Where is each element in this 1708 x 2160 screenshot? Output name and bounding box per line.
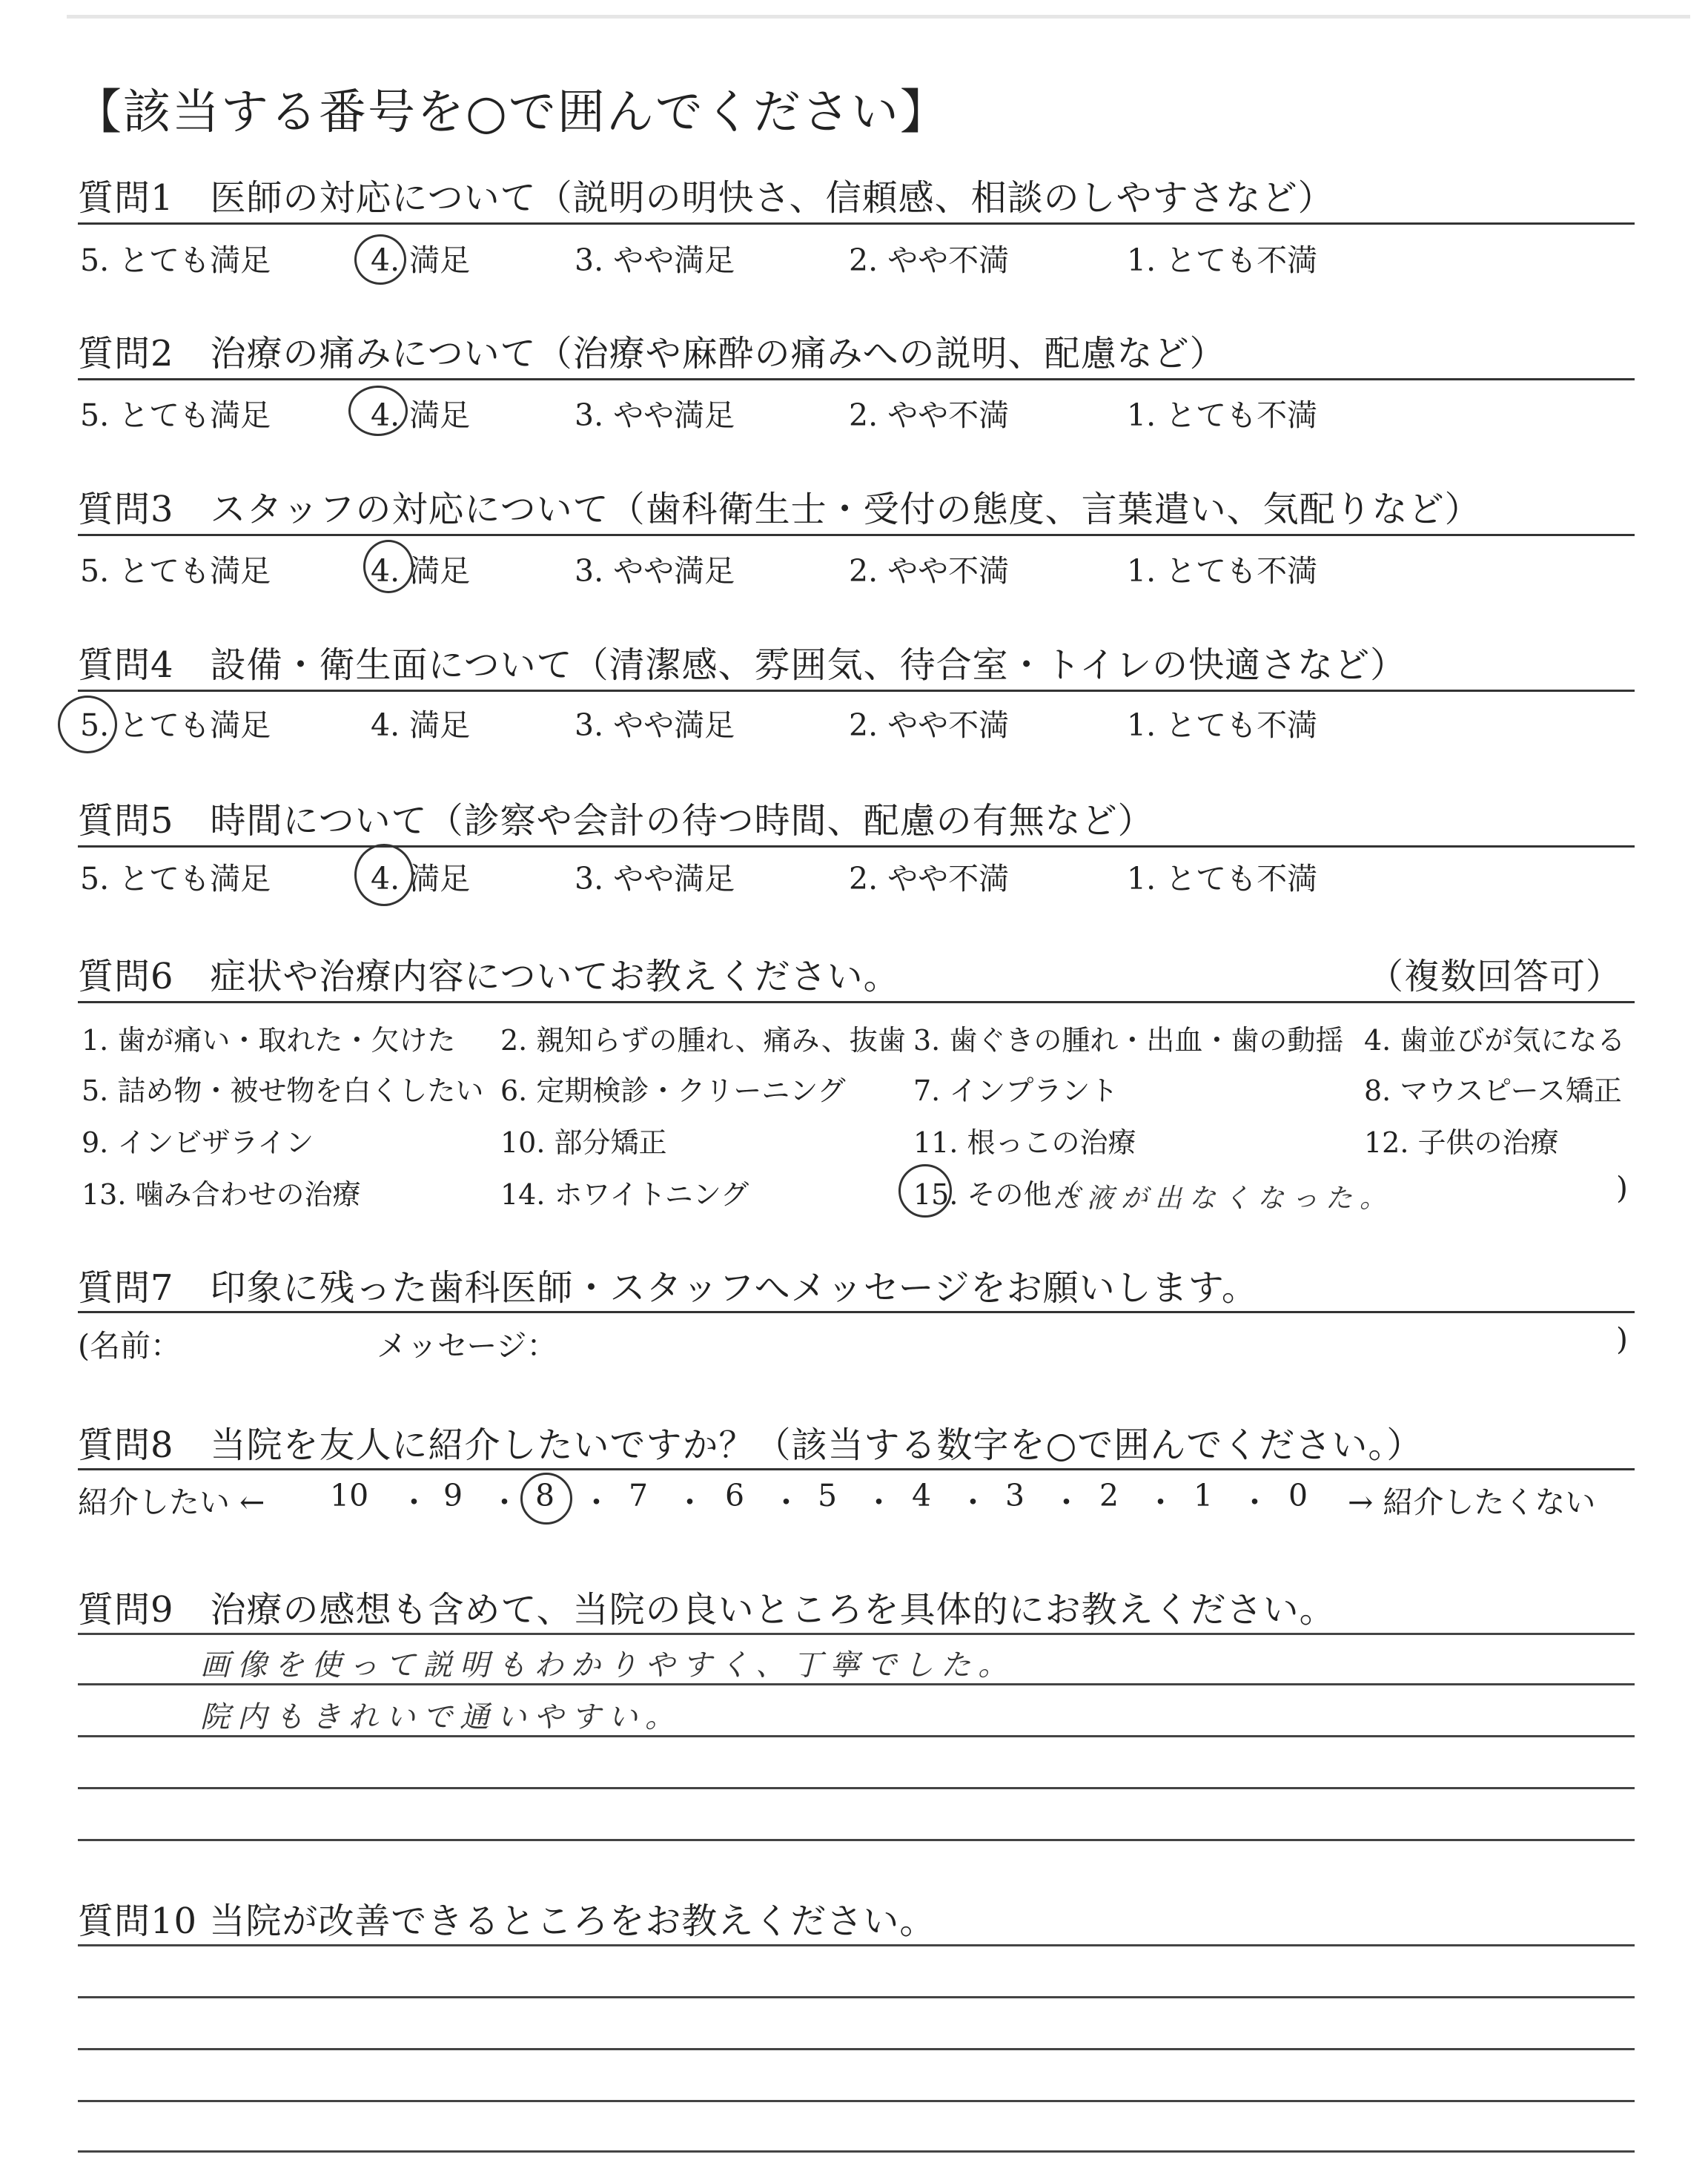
q8-scale-6[interactable]: 6 bbox=[725, 1478, 745, 1513]
q3-heading: 質問3 スタッフの対応について（歯科衛生士・受付の態度、言葉遣い、気配りなど） bbox=[78, 489, 1481, 530]
q8-right-label: → 紹介したくない bbox=[1348, 1484, 1596, 1520]
q3-option-5[interactable]: 5. とても満足 bbox=[80, 553, 271, 589]
q6-other-close-paren: ) bbox=[1616, 1170, 1628, 1206]
q1-rule bbox=[78, 222, 1635, 225]
scan-edge bbox=[67, 15, 1690, 19]
q10-line-2 bbox=[78, 1996, 1635, 1998]
q6-item-12[interactable]: 12. 子供の治療 bbox=[1364, 1126, 1559, 1159]
q7-close-paren: ) bbox=[1616, 1321, 1628, 1357]
q6-item-8[interactable]: 8. マウスピース矯正 bbox=[1364, 1074, 1622, 1107]
q3-option-3[interactable]: 3. やや満足 bbox=[575, 553, 735, 589]
q6-item-3[interactable]: 3. 歯ぐきの腫れ・出血・歯の動揺 bbox=[913, 1024, 1344, 1057]
q6-item-14[interactable]: 14. ホワイトニング bbox=[500, 1178, 749, 1211]
q1-heading: 質問1 医師の対応について（説明の明快さ、信頼感、相談のしやすさなど） bbox=[78, 177, 1334, 219]
q6-item-13[interactable]: 13. 噛み合わせの治療 bbox=[82, 1178, 361, 1211]
q8-left-label: 紹介したい ← bbox=[78, 1484, 265, 1520]
q3-option-1[interactable]: 1. とても不満 bbox=[1127, 553, 1318, 589]
q8-sep: ・ bbox=[1051, 1484, 1082, 1520]
q2-heading: 質問2 治療の痛みについて（治療や麻酔の痛みへの説明、配慮など） bbox=[78, 333, 1226, 374]
q6-item-15[interactable]: 15. その他（ bbox=[913, 1178, 1080, 1211]
q4-option-2[interactable]: 2. やや不満 bbox=[849, 707, 1010, 743]
q5-option-1[interactable]: 1. とても不満 bbox=[1127, 861, 1318, 896]
q8-scale-7[interactable]: 7 bbox=[629, 1478, 649, 1513]
q6-selection-circle bbox=[898, 1164, 952, 1218]
q6-other-handwriting: だ液が出なくなった。 bbox=[1053, 1183, 1394, 1214]
q10-line-4 bbox=[78, 2100, 1635, 2102]
q8-scale-10[interactable]: 10 bbox=[330, 1478, 369, 1513]
q5-heading: 質問5 時間について（診察や会計の待つ時間、配慮の有無など） bbox=[78, 800, 1154, 842]
q2-option-4[interactable]: 4. 満足 bbox=[371, 397, 471, 433]
q3-rule bbox=[78, 534, 1635, 536]
q10-line-3 bbox=[78, 2048, 1635, 2050]
q6-item-6[interactable]: 6. 定期検診・クリーニング bbox=[500, 1074, 846, 1107]
q7-message-label: メッセージ： bbox=[377, 1328, 557, 1364]
q1-option-3[interactable]: 3. やや満足 bbox=[575, 242, 735, 278]
q4-option-4[interactable]: 4. 満足 bbox=[371, 707, 471, 743]
q8-sep: ・ bbox=[581, 1484, 612, 1520]
q2-rule bbox=[78, 378, 1635, 380]
q4-option-3[interactable]: 3. やや満足 bbox=[575, 707, 735, 743]
q7-name-label: (名前： bbox=[78, 1328, 181, 1364]
q1-selection-circle bbox=[354, 234, 406, 285]
q1-option-4[interactable]: 4. 満足 bbox=[371, 242, 471, 278]
q8-sep: ・ bbox=[1145, 1484, 1176, 1520]
q8-sep: ・ bbox=[771, 1484, 801, 1520]
q10-heading: 質問10 当院が改善できるところをお教えください。 bbox=[78, 1900, 936, 1942]
q1-option-2[interactable]: 2. やや不満 bbox=[849, 242, 1010, 278]
q1-option-1[interactable]: 1. とても不満 bbox=[1127, 242, 1318, 278]
q8-sep: ・ bbox=[864, 1484, 894, 1520]
q8-sep: ・ bbox=[958, 1484, 988, 1520]
q7-heading: 質問7 印象に残った歯科医師・スタッフへメッセージをお願いします。 bbox=[78, 1267, 1258, 1309]
q10-line-5 bbox=[78, 2150, 1635, 2153]
q2-option-1[interactable]: 1. とても不満 bbox=[1127, 397, 1318, 433]
q2-option-3[interactable]: 3. やや満足 bbox=[575, 397, 735, 433]
q4-rule bbox=[78, 690, 1635, 692]
q8-scale-8[interactable]: 8 bbox=[535, 1478, 555, 1513]
q9-line-2 bbox=[78, 1683, 1635, 1685]
q8-sep: ・ bbox=[489, 1484, 520, 1520]
q9-line-5 bbox=[78, 1839, 1635, 1841]
q5-option-2[interactable]: 2. やや不満 bbox=[849, 861, 1010, 896]
q6-item-2[interactable]: 2. 親知らずの腫れ、痛み、抜歯 bbox=[500, 1024, 906, 1057]
q8-scale-5[interactable]: 5 bbox=[818, 1478, 838, 1513]
q8-scale-4[interactable]: 4 bbox=[912, 1478, 932, 1513]
q5-option-3[interactable]: 3. やや満足 bbox=[575, 861, 735, 896]
q6-item-5[interactable]: 5. 詰め物・被せ物を白くしたい bbox=[82, 1074, 484, 1107]
q6-item-9[interactable]: 9. インビザライン bbox=[82, 1126, 314, 1159]
q3-selection-circle bbox=[363, 540, 414, 593]
q6-item-4[interactable]: 4. 歯並びが気になる bbox=[1364, 1024, 1626, 1057]
q4-option-1[interactable]: 1. とても不満 bbox=[1127, 707, 1318, 743]
q6-item-1[interactable]: 1. 歯が痛い・取れた・欠けた bbox=[82, 1024, 456, 1057]
q2-option-5[interactable]: 5. とても満足 bbox=[80, 397, 271, 433]
q8-selection-circle bbox=[520, 1473, 572, 1525]
q8-rule bbox=[78, 1468, 1635, 1470]
q6-note: （複数回答可） bbox=[1368, 956, 1623, 997]
q6-item-7[interactable]: 7. インプラント bbox=[913, 1074, 1119, 1107]
form-title: 【該当する番号を○で囲んでください】 bbox=[74, 85, 949, 140]
q8-scale-1[interactable]: 1 bbox=[1194, 1478, 1214, 1513]
q3-option-2[interactable]: 2. やや不満 bbox=[849, 553, 1010, 589]
q5-option-5[interactable]: 5. とても満足 bbox=[80, 861, 271, 896]
q5-selection-circle bbox=[354, 844, 414, 906]
q8-sep: ・ bbox=[399, 1484, 429, 1520]
q6-item-11[interactable]: 11. 根っこの治療 bbox=[913, 1126, 1136, 1159]
q8-scale-0[interactable]: 0 bbox=[1288, 1478, 1308, 1513]
q9-answer-line-2: 院内もきれいで通いやすい。 bbox=[200, 1700, 682, 1734]
q9-line-3 bbox=[78, 1735, 1635, 1737]
q2-selection-circle bbox=[348, 386, 408, 436]
q4-option-5[interactable]: 5. とても満足 bbox=[80, 707, 271, 743]
q8-scale-3[interactable]: 3 bbox=[1005, 1478, 1025, 1513]
q9-heading: 質問9 治療の感想も含めて、当院の良いところを具体的にお教えください。 bbox=[78, 1589, 1336, 1631]
q2-option-2[interactable]: 2. やや不満 bbox=[849, 397, 1010, 433]
q6-item-10[interactable]: 10. 部分矯正 bbox=[500, 1126, 667, 1159]
q1-option-5[interactable]: 5. とても満足 bbox=[80, 242, 271, 278]
q8-heading: 質問8 当院を友人に紹介したいですか？（該当する数字を○で囲んでください。） bbox=[78, 1424, 1423, 1466]
q8-sep: ・ bbox=[1239, 1484, 1270, 1520]
q8-scale-9[interactable]: 9 bbox=[443, 1478, 463, 1513]
q6-heading: 質問6 症状や治療内容についてお教えください。 bbox=[78, 956, 900, 997]
q8-scale-2[interactable]: 2 bbox=[1099, 1478, 1119, 1513]
q6-rule bbox=[78, 1001, 1635, 1003]
q10-line-1 bbox=[78, 1944, 1635, 1946]
q9-line-1 bbox=[78, 1633, 1635, 1635]
q9-line-4 bbox=[78, 1787, 1635, 1789]
q4-heading: 質問4 設備・衛生面について（清潔感、雰囲気、待合室・トイレの快適さなど） bbox=[78, 644, 1407, 686]
q9-answer-line-1: 画像を使って説明もわかりやすく、丁寧でした。 bbox=[200, 1648, 1016, 1682]
q8-sep: ・ bbox=[675, 1484, 705, 1520]
q5-rule bbox=[78, 845, 1635, 848]
q3-option-4[interactable]: 4. 満足 bbox=[371, 553, 471, 589]
q4-selection-circle bbox=[58, 696, 117, 753]
q5-option-4[interactable]: 4. 満足 bbox=[371, 861, 471, 896]
q7-rule bbox=[78, 1311, 1635, 1313]
